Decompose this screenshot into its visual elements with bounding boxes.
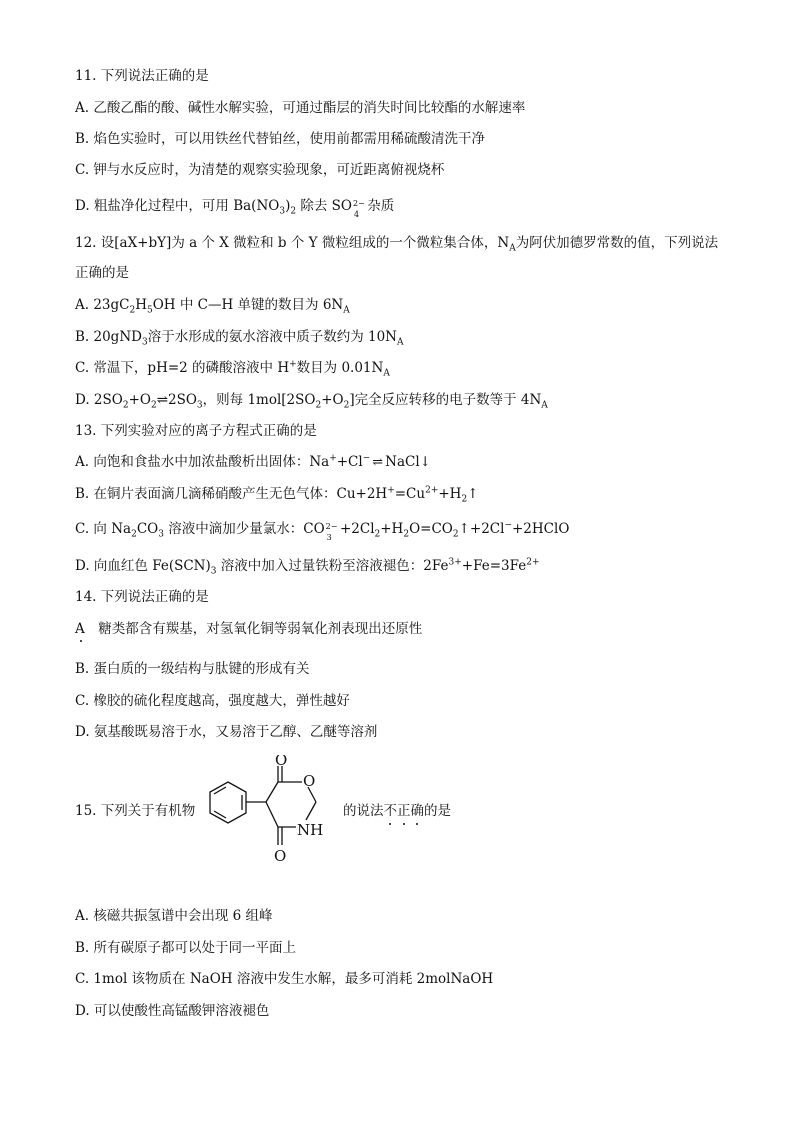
q15-option-a: A. 核磁共振氢谱中会出现 6 组峰: [75, 908, 273, 924]
q15-option-d: D. 可以使酸性高锰酸钾溶液褪色: [75, 1003, 270, 1019]
q12-stem-line2: 正确的是: [75, 265, 129, 281]
q15-option-c: C. 1mol 该物质在 NaOH 溶液中发生水解，最多可消耗 2molNaOH: [75, 971, 494, 987]
q14-option-c: C. 橡胶的硫化程度越高，强度越大，弹性越好: [75, 693, 350, 709]
q13-option-a: A. 向饱和食盐水中加浓盐酸析出固体：Na++Cl− ⇌ NaCl↓: [75, 453, 431, 470]
molecule-structure: [198, 755, 343, 870]
q13-stem: 13. 下列实验对应的离子方程式正确的是: [75, 423, 317, 439]
equilibrium-arrow-icon: ⇌: [372, 455, 384, 470]
q15-stem-prefix: 15. 下列关于有机物: [75, 803, 196, 819]
q15-stem-suffix: 的说法不正确的是: [343, 803, 451, 819]
q12-option-c: C. 常温下，pH=2 的磷酸溶液中 H+数目为 $0.01N_A$: [75, 359, 390, 379]
q11-option-c: C. 钾与水反应时，为清楚的观察实验现象，可近距离俯视烧杯: [75, 162, 445, 178]
q14-stem: 14. 下列说法正确的是: [75, 589, 209, 605]
q11-stem: 11. 下列说法正确的是: [75, 68, 209, 84]
q12-option-d: D. $2SO_2+O_2\rightleftharpoons 2SO_3$，则每 $1mol[2SO_2+O_2]$完全反应转移的电子数等于 $4N_A$: [75, 392, 548, 411]
q14-option-d: D. 氨基酸既易溶于水，又易溶于乙醇、乙醚等溶剂: [75, 724, 378, 740]
q12-stem-line1: 12. 设[aX+bY]为 a 个 X 微粒和 b 个 Y 微粒组成的一个微粒集合体，$N_A$为阿伏加德罗常数的值，下列说法: [75, 235, 719, 254]
q12-option-a: A. $23gC_2H_5OH$ 中 C—H 单键的数目为 $6N_A$: [75, 297, 350, 316]
q13-option-d: D. 向血红色 $Fe(SCN)_3$ 溶液中加入过量铁粉至溶液褪色：$2Fe^{3+}+Fe=3Fe^{2+}$: [75, 557, 540, 577]
q11-option-d: D. 粗盐净化过程中，可用 $Ba(NO_3)_2$ 除去 SO 2− 4 杂质: [75, 198, 395, 219]
q15-option-b: B. 所有碳原子都可以处于同一平面上: [75, 940, 297, 956]
q14-option-b: B. 蛋白质的一级结构与肽键的形成有关: [75, 661, 310, 677]
carbonyl-oxygen-top: O: [275, 755, 288, 769]
amide-nh: NH: [297, 821, 324, 839]
q13-option-b: B. 在铜片表面滴几滴稀硝酸产生无色气体：$Cu+2H^+=Cu^{2+}+H_2↑$: [75, 485, 479, 505]
benzene-ring: [210, 782, 246, 823]
q13-option-c: C. 向 $Na_2CO_3$ 溶液中滴加少量氯水：CO 2− 3 $+2Cl_2+H_2O=CO_2↑+2Cl^-+2HClO$: [75, 520, 570, 542]
q12-option-b: B. 20gND$_3$溶于水形成的氨水溶液中质子数约为 $10N_A$: [75, 329, 404, 348]
q11-option-b: B. 焰色实验时，可以用铁丝代替铂丝，使用前都需用稀硫酸清洗干净: [75, 131, 486, 147]
carbonyl-oxygen-bottom: O: [274, 847, 287, 865]
q11-option-a: A. 乙酸乙酯的酸、碱性水解实验，可通过酯层的消失时间比较酯的水解速率: [75, 100, 526, 116]
emphasis-dot-icon: [80, 640, 82, 642]
ring-oxygen: O: [303, 772, 316, 790]
q14-option-a: A 糖类都含有羰基，对氢氧化铜等弱氧化剂表现出还原性: [75, 621, 423, 637]
